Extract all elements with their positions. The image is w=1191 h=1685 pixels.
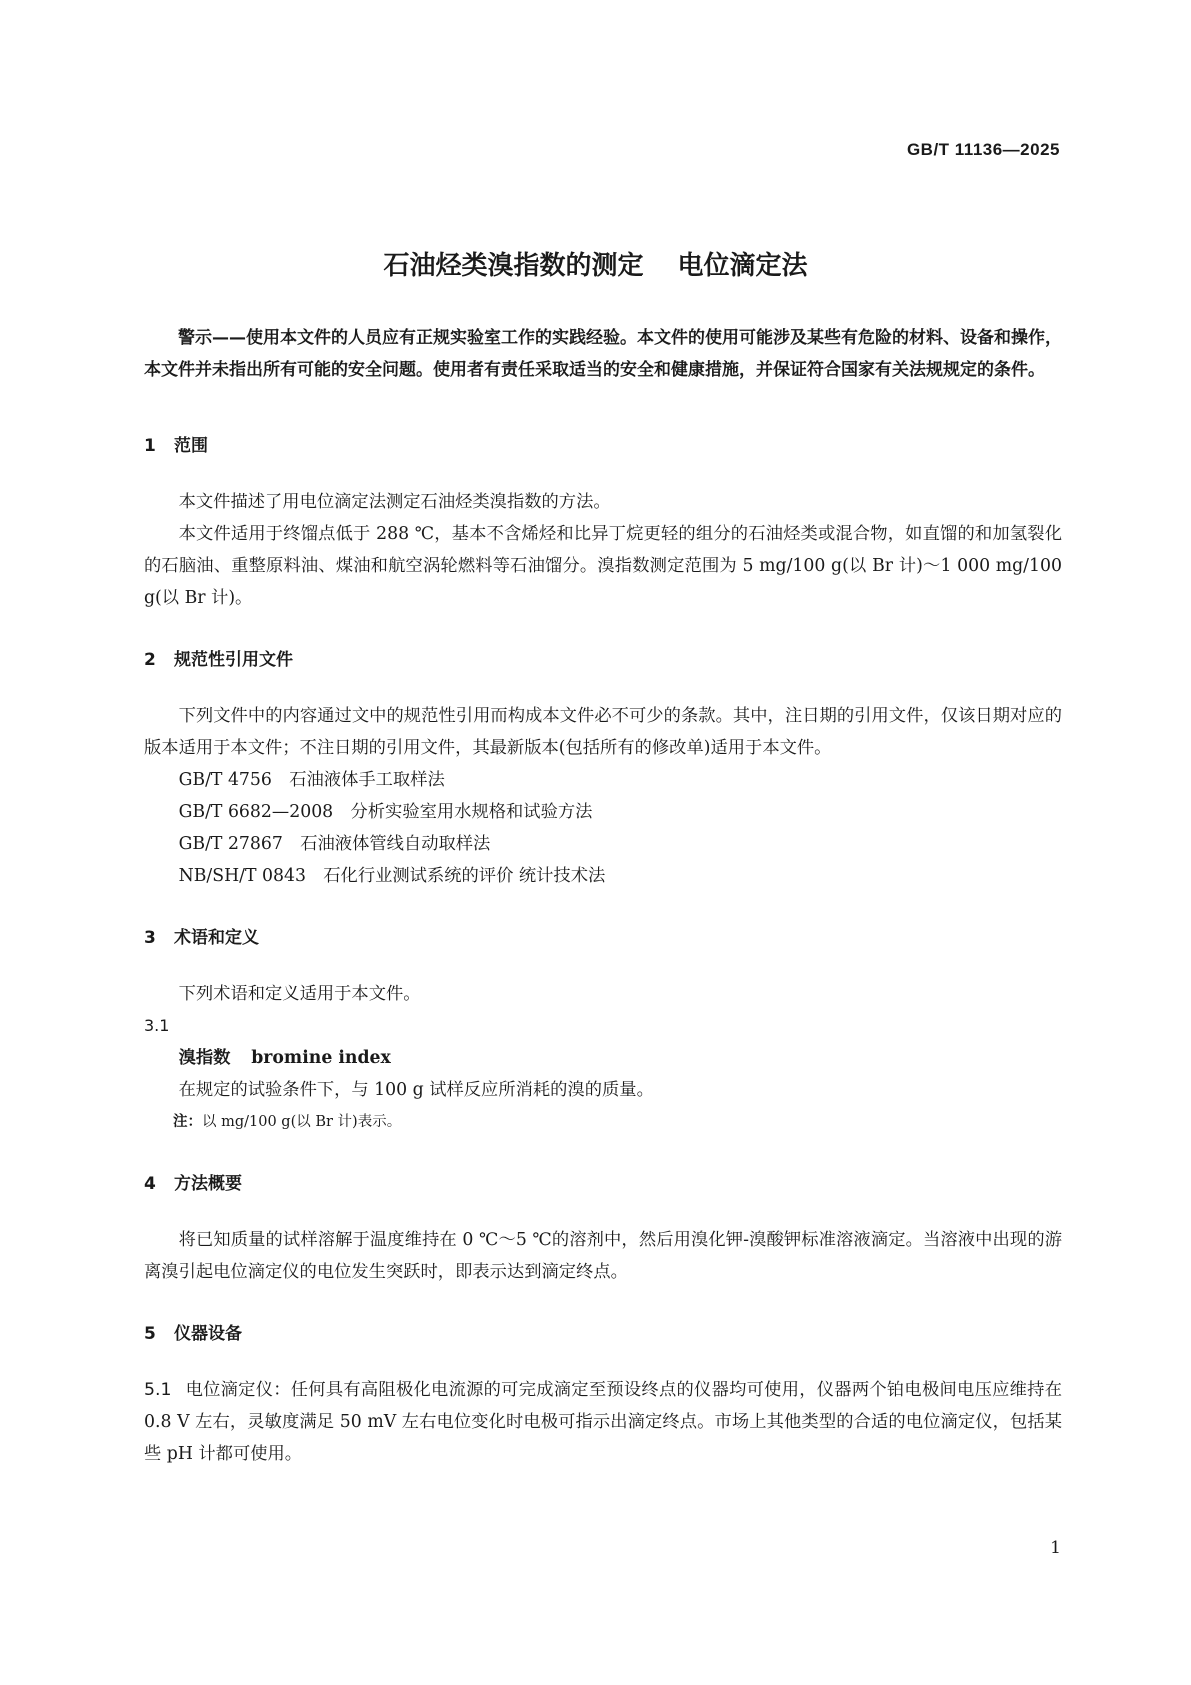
reference-code: GB/T 27867: [178, 834, 283, 854]
warning-paragraph: 警示——使用本文件的人员应有正规实验室工作的实践经验。本文件的使用可能涉及某些有危险的材料、设备和操作，本文件并未指出所有可能的安全问题。使用者有责任采取适当的安全和健康措施，并保证符合国家有关法规规定的条件。: [144, 328, 1062, 380]
reference-item: [144, 860, 1062, 892]
section-number: 3: [144, 928, 156, 948]
title-main: 石油烃类溴指数的测定: [383, 251, 644, 281]
term-note: [144, 1106, 1062, 1138]
term-chinese: 溴指数: [178, 1048, 231, 1068]
section-title: 方法概要: [174, 1174, 242, 1194]
scope-paragraph-1: 本文件描述了用电位滴定法测定石油烃类溴指数的方法。: [178, 492, 611, 512]
term-definition: 在规定的试验条件下，与 100 g 试样反应所消耗的溴的质量。: [178, 1080, 654, 1100]
reference-name: 石油液体管线自动取样法: [300, 834, 491, 854]
section-title: 规范性引用文件: [174, 650, 293, 670]
section-title: 范围: [174, 436, 208, 456]
clause-number: 5.1: [144, 1380, 172, 1400]
reference-code: NB/SH/T 0843: [178, 866, 306, 886]
term-entry: [144, 1042, 1062, 1074]
terms-intro: 下列术语和定义适用于本文件。: [178, 984, 421, 1004]
term-english: bromine index: [251, 1048, 391, 1068]
section-number: 5: [144, 1324, 156, 1344]
note-label: 注：: [173, 1114, 202, 1130]
document-title: [0, 245, 1191, 282]
reference-code: GB/T 6682—2008: [178, 802, 334, 822]
note-text: 以 mg/100 g(以 Br 计)表示。: [202, 1114, 402, 1130]
section-1-heading: [144, 430, 1062, 462]
title-method: 电位滴定法: [677, 251, 808, 281]
section-4-heading: [144, 1168, 1062, 1200]
clause-5-1: [144, 1374, 1062, 1470]
document-body: [144, 322, 1062, 1470]
section-3-heading: [144, 922, 1062, 954]
reference-item: [144, 796, 1062, 828]
section-number: 2: [144, 650, 156, 670]
section-2-heading: [144, 644, 1062, 676]
section-title: 仪器设备: [174, 1324, 242, 1344]
clause-text: 电位滴定仪：任何具有高阻极化电流源的可完成滴定至预设终点的仪器均可使用，仪器两个铂电极间电压应维持在 0.8 V 左右，灵敏度满足 50 mV 左右电位变化时电极可指示出滴定终点。市场上其他类型的合适的电位滴定仪，包括某些 pH 计都可使用。: [144, 1380, 1062, 1464]
term-number: 3.1: [144, 1016, 170, 1035]
page-number: 1: [1050, 1538, 1061, 1558]
section-5-heading: [144, 1318, 1062, 1350]
reference-name: 石油液体手工取样法: [289, 770, 445, 790]
reference-code: GB/T 4756: [178, 770, 272, 790]
reference-name: 分析实验室用水规格和试验方法: [350, 802, 593, 822]
references-intro: 下列文件中的内容通过文中的规范性引用而构成本文件必不可少的条款。其中，注日期的引用文件，仅该日期对应的版本适用于本文件；不注日期的引用文件，其最新版本(包括所有的修改单)适用于本文件。: [144, 706, 1062, 758]
section-number: 1: [144, 436, 156, 456]
reference-item: [144, 764, 1062, 796]
reference-name: 石化行业测试系统的评价 统计技术法: [323, 866, 606, 886]
standard-code: GB/T 11136—2025: [906, 140, 1060, 159]
method-summary-paragraph: 将已知质量的试样溶解于温度维持在 0 ℃～5 ℃的溶剂中，然后用溴化钾-溴酸钾标准溶液滴定。当溶液中出现的游离溴引起电位滴定仪的电位发生突跃时，即表示达到滴定终点。: [144, 1230, 1062, 1282]
scope-paragraph-2: 本文件适用于终馏点低于 288 ℃，基本不含烯烃和比异丁烷更轻的组分的石油烃类或混合物，如直馏的和加氢裂化的石脑油、重整原料油、煤油和航空涡轮燃料等石油馏分。溴指数测定范围为 5 mg/100 g(以 Br 计)～1 000 mg/100 g(以 Br 计)。: [144, 524, 1062, 608]
section-number: 4: [144, 1174, 156, 1194]
section-title: 术语和定义: [174, 928, 259, 948]
reference-item: [144, 828, 1062, 860]
